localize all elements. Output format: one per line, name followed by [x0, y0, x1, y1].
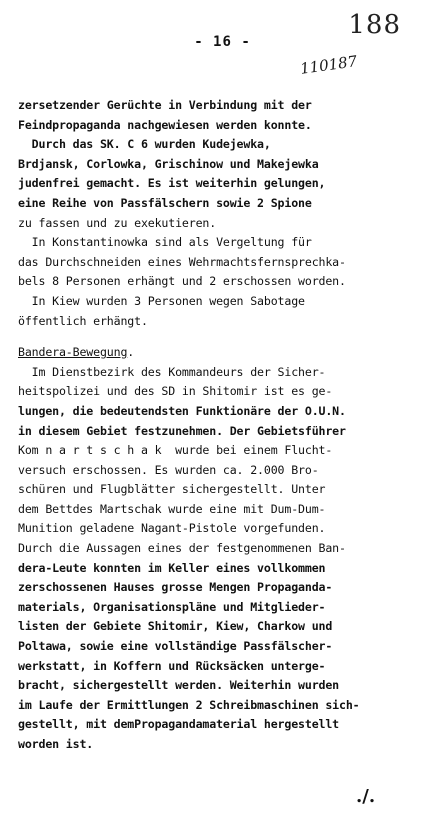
- text-line: gestellt, mit demPropagandamaterial hergestellt: [18, 717, 340, 732]
- document-body: [18, 96, 433, 755]
- text-line: judenfrei gemacht. Es ist weiterhin gelungen,: [18, 176, 326, 191]
- text-line: Kom n a r t s c h a k wurde bei einem Flucht-: [18, 443, 333, 458]
- text-line: dem Bettdes Martschak wurde eine mit Dum-Dum-: [18, 501, 326, 516]
- handwritten-note: 110187: [299, 52, 359, 78]
- page-number: - 16 -: [194, 34, 251, 50]
- text-line: Feindpropaganda nachgewiesen werden konnte.: [18, 117, 312, 132]
- text-line: zersetzender Gerüchte in Verbindung mit der: [18, 98, 312, 112]
- text-line: In Kiew wurden 3 Personen wegen Sabotage: [18, 293, 305, 308]
- text-line: zu fassen und zu exekutieren.: [18, 215, 217, 230]
- text-line: schüren und Flugblätter sichergestellt. Unter: [18, 482, 326, 497]
- text-line: dera-Leute konnten im Keller eines vollkommen: [18, 560, 326, 575]
- text-line: versuch erschossen. Es wurden ca. 2.000 Bro-: [18, 462, 319, 477]
- text-line: öffentlich erhängt.: [18, 313, 148, 328]
- archive-number: 188: [348, 10, 401, 40]
- text-line: heitspolizei und des SD in Shitomir ist es ge-: [18, 384, 333, 399]
- text-line: Im Dienstbezirk des Kommandeurs der Sicher-: [18, 364, 326, 379]
- text-line: im Laufe der Ermittlungen 2 Schreibmaschinen sich-: [18, 697, 360, 712]
- text-line: werkstatt, in Koffern und Rücksäcken unterge-: [18, 658, 326, 673]
- text-line: in diesem Gebiet festzunehmen. Der Gebietsführer: [18, 423, 346, 438]
- text-line: listen der Gebiete Shitomir, Kiew, Charkow und: [18, 619, 333, 634]
- text-line: eine Reihe von Passfälschern sowie 2 Spione: [18, 195, 312, 210]
- text-line: Durch die Aussagen eines der festgenommenen Ban-: [18, 541, 346, 556]
- paragraph-gap: [18, 331, 433, 343]
- text-line: das Durchschneiden eines Wehrmachtsfernsprechka-: [18, 254, 346, 269]
- text-line: lungen, die bedeutendsten Funktionäre der O.U.N.: [18, 403, 346, 418]
- end-mark: ./.: [356, 786, 376, 807]
- text-line: Durch das SK. C 6 wurden Kudejewka,: [18, 137, 271, 152]
- section-heading-text: Bandera-Bewegung: [18, 345, 128, 360]
- text-line: bracht, sichergestellt werden. Weiterhin wurden: [18, 678, 340, 693]
- text-line: In Konstantinowka sind als Vergeltung für: [18, 235, 312, 250]
- text-line: materials, Organisationspläne und Mitglieder-: [18, 599, 326, 614]
- text-line: Brdjansk, Corlowka, Grischinow und Makejewka: [18, 156, 319, 171]
- text-line: zerschossenen Hauses grosse Mengen Propaganda-: [18, 580, 333, 595]
- text-line: worden ist.: [18, 737, 94, 751]
- section-heading: Bandera-Bewegung.: [18, 345, 135, 360]
- text-line: Poltawa, sowie eine vollständige Passfälscher-: [18, 639, 333, 654]
- text-line: Munition geladene Nagant-Pistole vorgefunden.: [18, 521, 326, 536]
- text-line: bels 8 Personen erhängt und 2 erschossen worden.: [18, 274, 346, 289]
